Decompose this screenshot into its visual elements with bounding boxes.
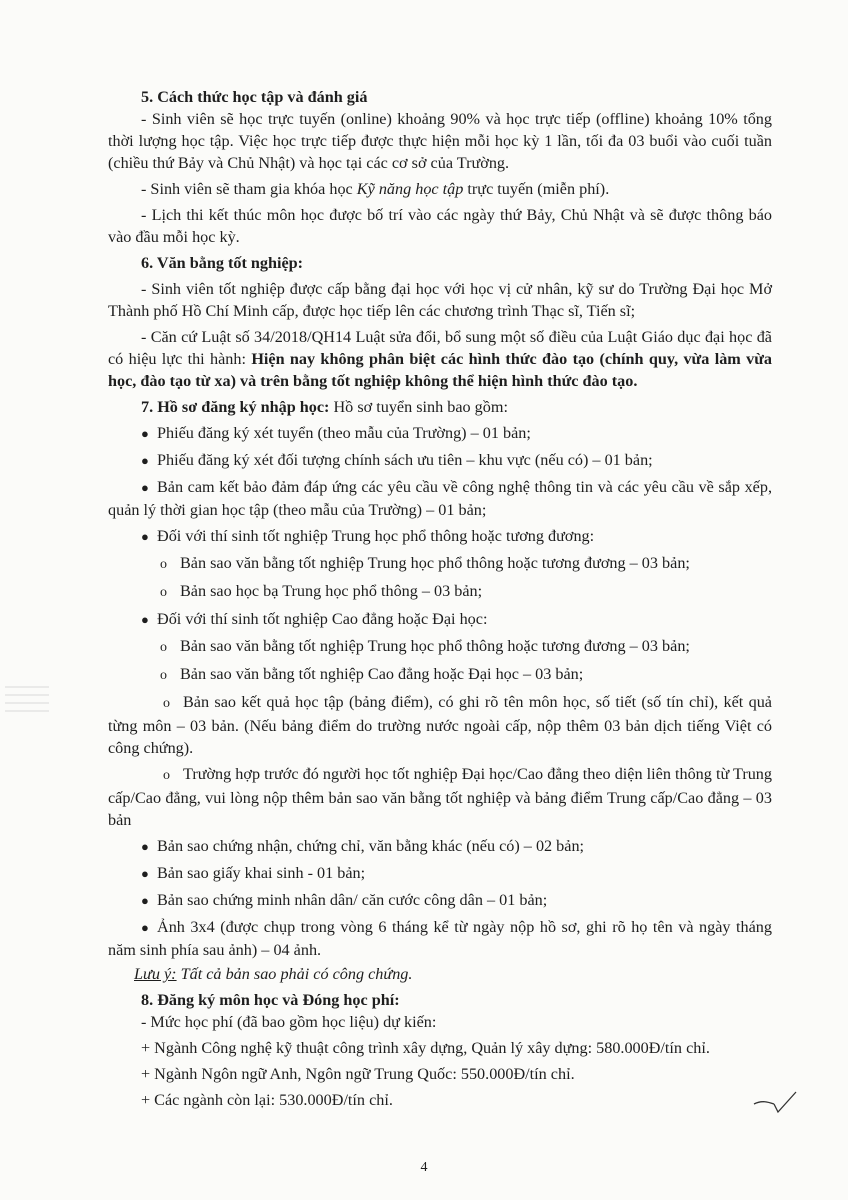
bullet-icon: ● xyxy=(141,480,149,495)
sub-list-item: o Trường hợp trước đó người học tốt nghiệp Đại học/Cao đẳng theo diện liên thông từ Trung cấp/Cao đẳng, vui lòng nộp thêm bản sao văn bằng tốt nghiệp và bảng điểm Trung cấp/Cao đẳng – 03 bản xyxy=(108,765,772,829)
circle-bullet-icon: o xyxy=(160,585,167,600)
circle-bullet-icon: o xyxy=(163,696,170,711)
page-number: 4 xyxy=(420,1160,428,1175)
bullet-icon: ● xyxy=(141,866,149,881)
list-item: ● Phiếu đăng ký xét tuyển (theo mẫu của Trường) – 01 bản; xyxy=(108,422,772,445)
circle-bullet-icon: o xyxy=(160,557,167,572)
fee-line: + Ngành Công nghệ kỹ thuật công trình xây dựng, Quản lý xây dựng: 580.000Đ/tín chỉ. xyxy=(141,1039,710,1057)
list-item: ● Bản sao giấy khai sinh - 01 bản; xyxy=(108,862,772,885)
bullet-icon: ● xyxy=(141,920,149,935)
sub-list-item: o Bản sao học bạ Trung học phổ thông – 03 bản; xyxy=(108,580,772,604)
bullet-icon: ● xyxy=(141,529,149,544)
circle-bullet-icon: o xyxy=(160,640,167,655)
section-6-paragraph-1: - Sinh viên tốt nghiệp được cấp bằng đại học với học vị cử nhân, kỹ sư do Trường Đại học Mở Thành phố Hồ Chí Minh cấp, được học tiếp lên các chương trình Thạc sĩ, Tiến sĩ; xyxy=(108,280,772,320)
list-item: ● Bản sao chứng minh nhân dân/ căn cước công dân – 01 bản; xyxy=(108,889,772,912)
sub-list-item: o Bản sao văn bằng tốt nghiệp Trung học phổ thông hoặc tương đương – 03 bản; xyxy=(108,552,772,576)
bullet-icon: ● xyxy=(141,893,149,908)
bleed-through-mark xyxy=(5,680,49,740)
bullet-icon: ● xyxy=(141,426,149,441)
list-item: ● Phiếu đăng ký xét đối tượng chính sách ưu tiên – khu vực (nếu có) – 01 bản; xyxy=(108,449,772,472)
fee-line: + Các ngành còn lại: 530.000Đ/tín chỉ. xyxy=(141,1091,393,1109)
section-5-paragraph-1: - Sinh viên sẽ học trực tuyến (online) khoảng 90% và học trực tiếp (offline) khoảng 10% tổng thời lượng học tập. Việc học trực tiếp được thực hiện mỗi học kỳ 1 lần, tối đa 03 buổi vào cuối tuần (chiều thứ Bảy và Chủ Nhật) và học tại các cơ sở của Trường. xyxy=(108,110,772,172)
section-5-title: 5. Cách thức học tập và đánh giá xyxy=(141,88,368,106)
list-item: ● Bản sao chứng nhận, chứng chỉ, văn bằng khác (nếu có) – 02 bản; xyxy=(108,835,772,858)
bullet-icon: ● xyxy=(141,612,149,627)
list-item: ● Đối với thí sinh tốt nghiệp Trung học phổ thông hoặc tương đương: xyxy=(108,525,772,548)
section-6-paragraph-2: - Căn cứ Luật số 34/2018/QH14 Luật sửa đổi, bổ sung một số điều của Luật Giáo dục đại học đã có hiệu lực thi hành: Hiện nay không phân biệt các hình thức đào tạo (chính quy, vừa làm vừa học, đào tạo từ xa) và trên bằng tốt nghiệp không thể hiện hình thức đào tạo. xyxy=(108,328,772,390)
note: Lưu ý: Tất cả bản sao phải có công chứng. xyxy=(134,965,413,983)
section-7-title: 7. Hồ sơ đăng ký nhập học: Hồ sơ tuyển sinh bao gồm: xyxy=(141,398,508,416)
section-8-title: 8. Đăng ký môn học và Đóng học phí: xyxy=(141,991,400,1009)
list-item: ● Ảnh 3x4 (được chụp trong vòng 6 tháng kể từ ngày nộp hồ sơ, ghi rõ họ tên và ngày tháng năm sinh phía sau ảnh) – 04 ảnh. xyxy=(108,918,772,959)
bullet-icon: ● xyxy=(141,453,149,468)
sub-list-item: o Bản sao văn bằng tốt nghiệp Cao đẳng hoặc Đại học – 03 bản; xyxy=(108,663,772,687)
note-label: Lưu ý: xyxy=(134,965,177,983)
initial-signature xyxy=(752,1090,802,1116)
fee-line: - Mức học phí (đã bao gồm học liệu) dự kiến: xyxy=(141,1013,437,1031)
list-item: ● Đối với thí sinh tốt nghiệp Cao đẳng hoặc Đại học: xyxy=(108,608,772,631)
section-5-paragraph-2: - Sinh viên sẽ tham gia khóa học Kỹ năng học tập trực tuyến (miễn phí). xyxy=(141,180,610,198)
list-item: ● Bản cam kết bảo đảm đáp ứng các yêu cầu về công nghệ thông tin và các yêu cầu về sắp xếp, quản lý thời gian học tập (theo mẫu của Trường) – 01 bản; xyxy=(108,478,772,519)
circle-bullet-icon: o xyxy=(160,668,167,683)
section-5-paragraph-3: - Lịch thi kết thúc môn học được bố trí vào các ngày thứ Bảy, Chủ Nhật và sẽ được thông báo vào đầu mỗi học kỳ. xyxy=(108,206,772,246)
course-name: Kỹ năng học tập xyxy=(356,180,464,198)
circle-bullet-icon: o xyxy=(163,768,170,783)
bold-statement: Hiện nay không phân biệt các hình thức đào tạo (chính quy, vừa làm vừa học, đào tạo từ xa) và trên bằng tốt nghiệp không thể hiện hình thức đào tạo. xyxy=(108,350,772,390)
bullet-icon: ● xyxy=(141,839,149,854)
section-6-title: 6. Văn bằng tốt nghiệp: xyxy=(141,254,304,272)
sub-list-item: o Bản sao văn bằng tốt nghiệp Trung học phổ thông hoặc tương đương – 03 bản; xyxy=(108,635,772,659)
fee-line: + Ngành Ngôn ngữ Anh, Ngôn ngữ Trung Quốc: 550.000Đ/tín chỉ. xyxy=(141,1065,575,1083)
sub-list-item: o Bản sao kết quả học tập (bảng điểm), có ghi rõ tên môn học, số tiết (số tín chỉ), kết quả từng môn – 03 bản. (Nếu bảng điểm do trường nước ngoài cấp, nộp thêm 03 bản dịch tiếng Việt có công chứng). xyxy=(108,693,772,757)
document-page xyxy=(108,84,772,1111)
